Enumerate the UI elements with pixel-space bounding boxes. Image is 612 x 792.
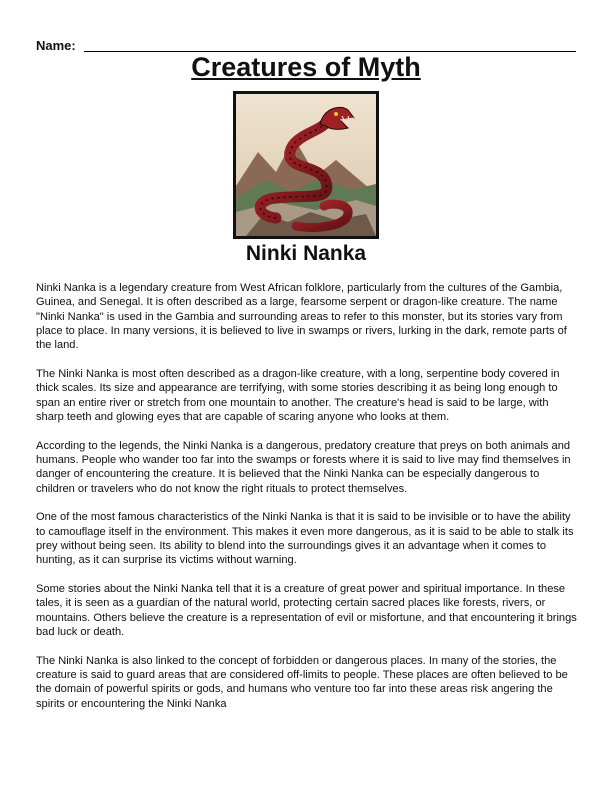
paragraph: One of the most famous characteristics of the Ninki Nanka is that it is said to be invisible or to have the ability to camouflage itself in the environment. This makes it even more dangerous, as it is said to be able to stalk its prey without being seen. Its ability to blend into the surroundings gives it an advantage when it comes to hunting, as it can surprise its victims without warning. [36, 511, 574, 567]
paragraph: Some stories about the Ninki Nanka tell that it is a creature of great power and spiritual importance. In these tales, it is seen as a guardian of the natural world, protecting certain sacred places like forests, rivers, or mountains. Others believe the creature is a representation of evil or misfortune, and that encountering it brings bad luck or death. [36, 583, 577, 638]
creature-heading: Ninki Nanka [245, 242, 367, 265]
paragraph: The Ninki Nanka is also linked to the concept of forbidden or dangerous places. In many of the stories, the creature is said to guard areas that are considered off-limits to people. These places are often believed to be the domain of powerful spirits or gods, and humans who venture too far into these areas risk angering the spirits or encountering the Ninki Nanka [36, 654, 568, 710]
paragraph: According to the legends, the Ninki Nanka is a dangerous, predatory creature that preys on both animals and humans. People who wander too far into the swamps or forests where it is said to live may find themselves in danger of encountering the creature. It is believed that the Ninki Nanka can be especially dangerous to children or travelers who do not know the right rituals to protect themselves. [36, 439, 571, 495]
paragraph: The Ninki Nanka is most often described as a dragon-like creature, with a long, serpentine body covered in thick scales. Its size and appearance are terrifying, with some stories describing it as being long enough to span an entire river or stretch from one mountain to another. The creature's head is said to be large, with sharp teeth and glowing eyes that are capable of scaring anyone who looks at them. [36, 367, 560, 423]
paragraph: Ninki Nanka is a legendary creature from West African folklore, particularly from the cultures of the Gambia, Guinea, and Senegal. It is often described as a large, fearsome serpent or dragon-like creature. The name "Ninki Nanka" is used in the Gambia and surrounding areas to refer to this monster, but its stories vary from place to place. In many versions, it is believed to live in swamps or rivers, lurking in the dark, remote parts of the land. [36, 282, 567, 352]
serpent-icon [236, 94, 376, 236]
page-title: Creatures of Myth [191, 52, 421, 82]
name-label: Name: [36, 38, 76, 53]
article-body [36, 281, 578, 725]
serpent-illustration [233, 91, 379, 239]
